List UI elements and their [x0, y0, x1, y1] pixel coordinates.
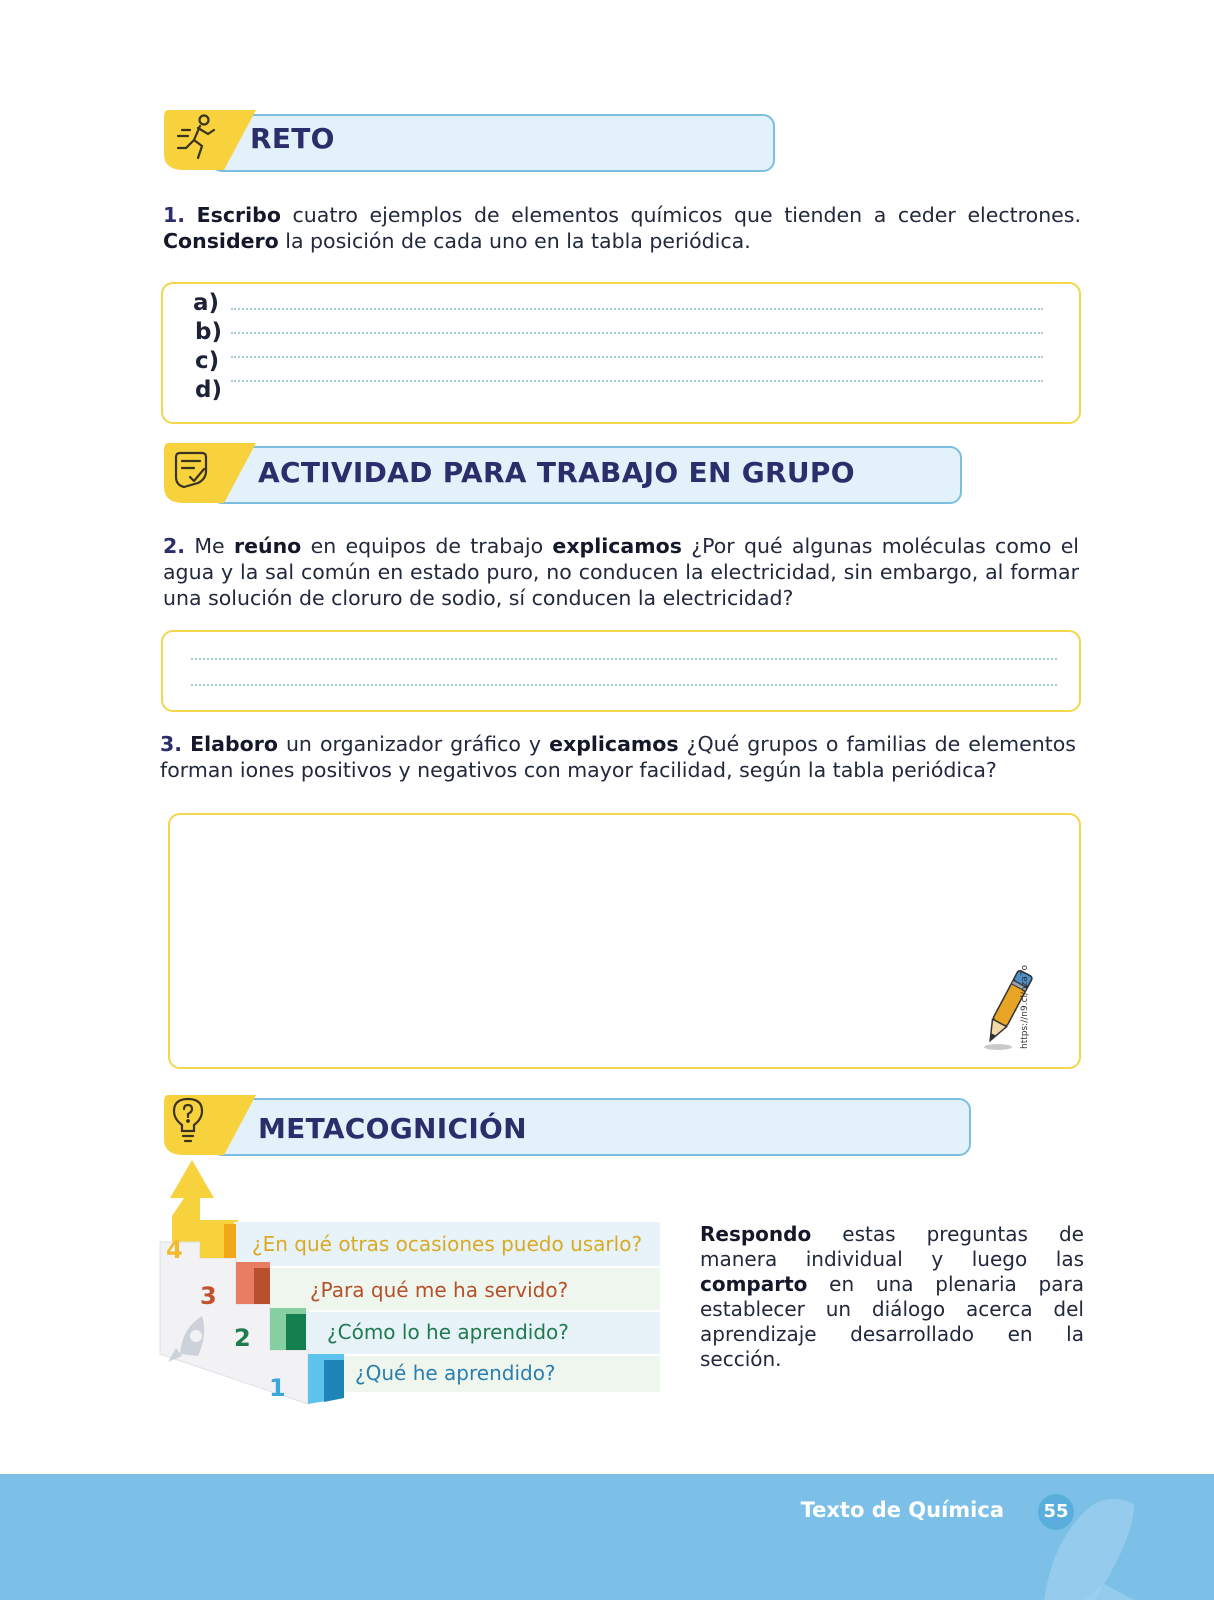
step-number-4: 4	[166, 1236, 183, 1264]
answer-line-b[interactable]	[231, 332, 1043, 334]
rocket-icon	[1024, 1474, 1154, 1600]
q3-bold-elaboro: Elaboro	[190, 732, 278, 756]
group-activity-title: ACTIVIDAD PARA TRABAJO EN GRUPO	[258, 456, 855, 489]
metacognition-instructions	[700, 1222, 1084, 1372]
answer-label-d: d)	[195, 377, 222, 403]
q3-bold-explicamos: explicamos	[549, 732, 679, 756]
step-number-2: 2	[234, 1324, 251, 1352]
image-credit: https://n9.cl/oza7o	[1020, 964, 1030, 1049]
q2-text-3: ¿Por qué algunas moléculas como el agua y la sal común en estado puro, no conducen la electricidad, sin embargo, al formar una solución de cloruro de sodio, sí conducen la electricidad?	[163, 534, 1079, 610]
q1-bold-considero: Considero	[163, 229, 279, 253]
question-2	[163, 533, 1079, 611]
q1-text-2: la posición de cada uno en la tabla periódica.	[278, 229, 751, 253]
q2-bold-reuno: reúno	[233, 534, 302, 558]
answer-line-d[interactable]	[231, 380, 1043, 382]
answer-line-c[interactable]	[231, 356, 1043, 358]
question-1-number: 1.	[163, 203, 186, 227]
graphic-organizer-box[interactable]	[168, 813, 1081, 1069]
reto-badge	[160, 106, 260, 172]
answer-line-2a[interactable]	[191, 658, 1057, 660]
answer-label-b: b)	[195, 319, 222, 345]
q2-text-2: en equipos de trabajo	[301, 534, 553, 558]
question-2-number: 2.	[163, 534, 186, 558]
meta-text-2: en una plenaria para establecer un diálogo acerca del aprendizaje desarrollado en la sección.	[700, 1272, 1084, 1371]
metacognition-badge	[160, 1091, 260, 1157]
answer-line-a[interactable]	[231, 308, 1043, 310]
answer-line-2b[interactable]	[191, 684, 1057, 686]
answer-label-c: c)	[195, 348, 220, 374]
answer-box-1[interactable]	[161, 282, 1081, 424]
q2-bold-explicamos: explicamos	[552, 534, 682, 558]
meta-bold-respondo: Respondo	[700, 1222, 812, 1246]
meta-text-1: estas preguntas de manera individual y luego las	[700, 1222, 1084, 1271]
step-1-question: ¿Qué he aprendido?	[355, 1361, 556, 1385]
answer-box-2[interactable]	[161, 630, 1081, 712]
step-2-question: ¿Cómo lo he aprendido?	[327, 1320, 569, 1344]
page-footer	[0, 1474, 1214, 1600]
step-4-question: ¿En qué otras ocasiones puedo usarlo?	[252, 1232, 643, 1256]
footer-label: Texto de Química	[800, 1498, 1004, 1522]
q2-text-1: Me	[185, 534, 234, 558]
q3-text-1: un organizador gráfico y	[277, 732, 550, 756]
group-activity-badge	[160, 439, 260, 505]
metacognition-title: METACOGNICIÓN	[258, 1112, 527, 1145]
page-number: 55	[1038, 1494, 1074, 1530]
question-3-number: 3.	[160, 732, 183, 756]
step-3-question: ¿Para qué me ha servido?	[310, 1278, 569, 1302]
step-number-1: 1	[269, 1374, 286, 1402]
q3-text-2: ¿Qué grupos o familias de elementos forman iones positivos y negativos con mayor facilidad, según la tabla periódica?	[160, 732, 1076, 782]
q1-text-1: cuatro ejemplos de elementos químicos que tienden a ceder electrones.	[280, 203, 1081, 227]
q1-bold-escribo: Escribo	[196, 203, 281, 227]
step-number-3: 3	[200, 1282, 217, 1310]
reto-title: RETO	[250, 122, 335, 155]
answer-label-a: a)	[193, 290, 220, 316]
meta-bold-comparto: comparto	[700, 1272, 808, 1296]
question-3	[160, 731, 1076, 783]
question-1	[163, 202, 1081, 254]
